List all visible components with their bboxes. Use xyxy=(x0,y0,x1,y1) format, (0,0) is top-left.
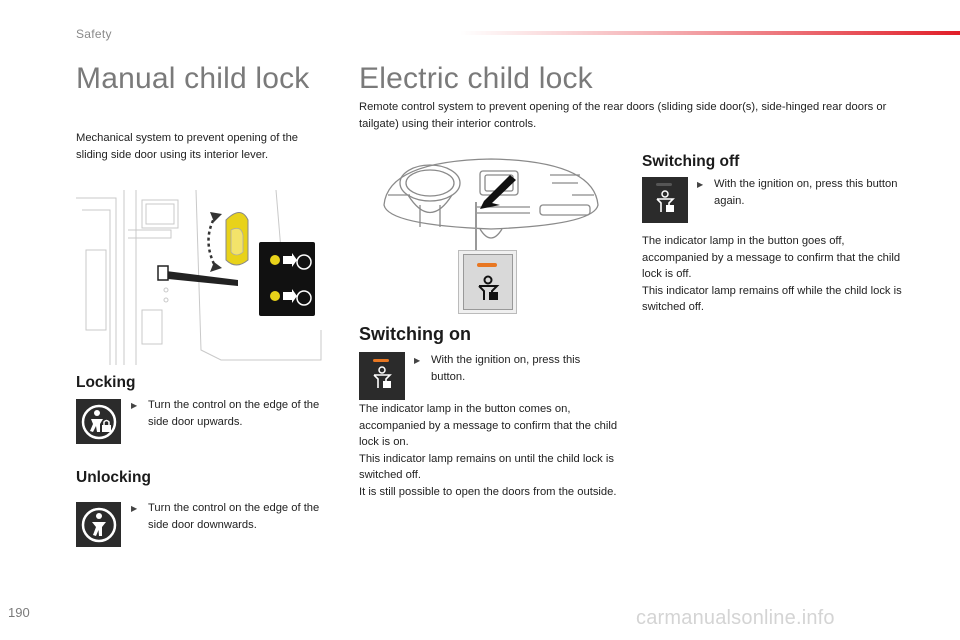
site-watermark: carmanualsonline.info xyxy=(636,607,835,629)
switching-on-note-3: It is still possible to open the doors from the outside. xyxy=(359,485,617,498)
switching-off-instruction: With the ignition on, press this button again. xyxy=(714,178,898,207)
page-number: 190 xyxy=(8,605,30,620)
child-lock-on-icon xyxy=(359,352,405,400)
unlocking-bullet-icon: ▶ xyxy=(131,504,138,513)
electric-child-lock-title: Electric child lock xyxy=(359,62,593,95)
locking-instruction: Turn the control on the edge of the side door upwards. xyxy=(148,399,320,428)
child-lock-locked-icon xyxy=(76,399,121,444)
section-label: Safety xyxy=(76,27,112,41)
child-lock-button-face xyxy=(463,254,513,310)
door-lever-illustration xyxy=(76,190,326,365)
child-lock-unlocked-icon xyxy=(76,502,121,547)
switching-off-note-2: This indicator lamp remains off while the child lock is switched off. xyxy=(642,284,902,313)
switching-on-instruction: With the ignition on, press this button. xyxy=(431,354,581,383)
manual-description: Mechanical system to prevent opening of the sliding side door using its interior lever. xyxy=(76,132,299,161)
locking-bullet-icon: ▶ xyxy=(131,401,138,410)
switching-off-heading: Switching off xyxy=(642,153,740,170)
manual-child-lock-title: Manual child lock xyxy=(76,62,310,95)
switching-on-bullet-icon: ▶ xyxy=(414,356,421,365)
switching-off-note-1: The indicator lamp in the button goes off, accompanied by a message to confirm that the child lock is off. xyxy=(642,235,901,280)
dashboard-illustration xyxy=(380,155,602,250)
child-lock-off-icon xyxy=(642,177,688,223)
header-accent-bar xyxy=(460,31,960,35)
indicator-lamp xyxy=(477,263,497,267)
switching-on-notes xyxy=(359,401,621,500)
unlocking-heading: Unlocking xyxy=(76,469,151,486)
locking-heading: Locking xyxy=(76,374,136,391)
electric-description: Remote control system to prevent opening of the rear doors (sliding side door(s), side-hinged rear doors or tailgate) using their interior controls. xyxy=(359,101,887,130)
switching-off-bullet-icon: ▶ xyxy=(697,180,704,189)
switching-off-notes xyxy=(642,233,907,316)
switching-on-note-1: The indicator lamp in the button comes on, accompanied by a message to confirm that the child lock is on. xyxy=(359,403,618,448)
switching-on-note-2: This indicator lamp remains on until the child lock is switched off. xyxy=(359,452,614,481)
switching-on-heading: Switching on xyxy=(359,324,471,344)
child-lock-button-illustration xyxy=(458,250,517,314)
callout-line xyxy=(475,202,477,250)
child-lock-symbol-icon xyxy=(475,275,501,303)
unlocking-instruction: Turn the control on the edge of the side door downwards. xyxy=(148,502,320,531)
